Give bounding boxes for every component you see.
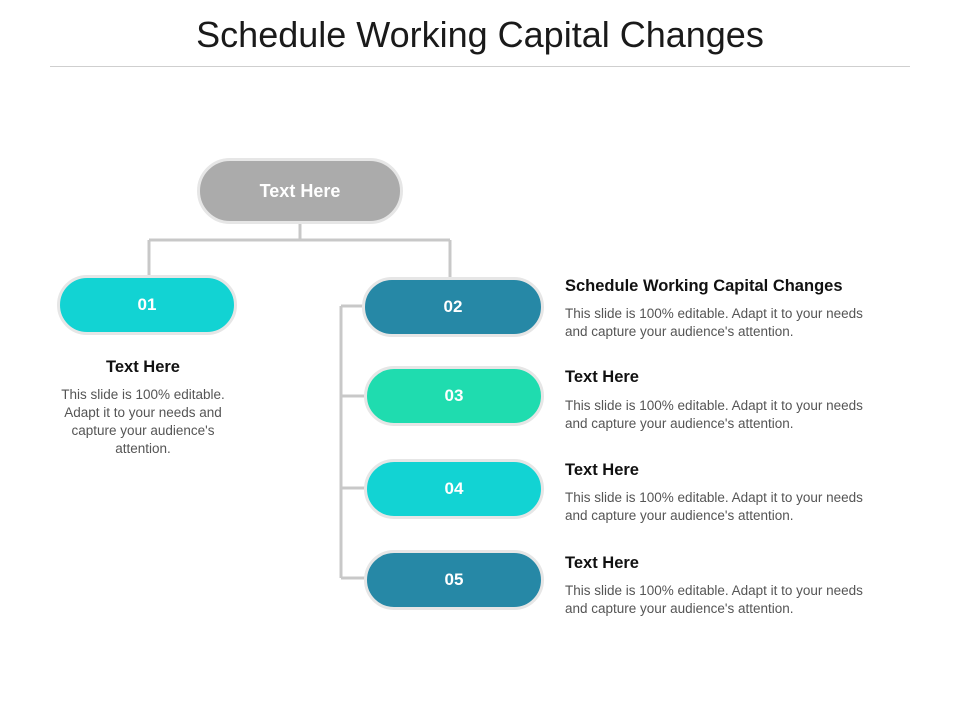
item-05-heading: Text Here [565,554,639,572]
node-05-label: 05 [444,570,464,589]
node-01-heading: Text Here [106,358,180,376]
item-03-heading: Text Here [565,368,639,386]
item-04-description: This slide is 100% editable. Adapt it to your needs and capture your audience's attention. [565,490,863,523]
node-02 [362,277,544,337]
node-03 [364,366,544,426]
node-01-label: 01 [137,295,157,314]
item-04-heading: Text Here [565,461,639,479]
node-01 [57,275,237,335]
page-title: Schedule Working Capital Changes [196,14,764,55]
item-05-description: This slide is 100% editable. Adapt it to your needs and capture your audience's attention. [565,583,863,616]
node-01-description: This slide is 100% editable. Adapt it to your needs and capture your audience's attention. [61,387,225,456]
node-04-label: 04 [444,479,464,498]
node-03-label: 03 [444,386,464,405]
item-03-description: This slide is 100% editable. Adapt it to your needs and capture your audience's attention. [565,398,863,431]
item-02-heading: Schedule Working Capital Changes [565,277,843,295]
node-02-label: 02 [443,297,463,316]
root-node [197,158,403,224]
node-04 [364,459,544,519]
item-02-description: This slide is 100% editable. Adapt it to your needs and capture your audience's attention. [565,306,863,339]
node-05 [364,550,544,610]
root-node-label: Text Here [259,180,341,201]
